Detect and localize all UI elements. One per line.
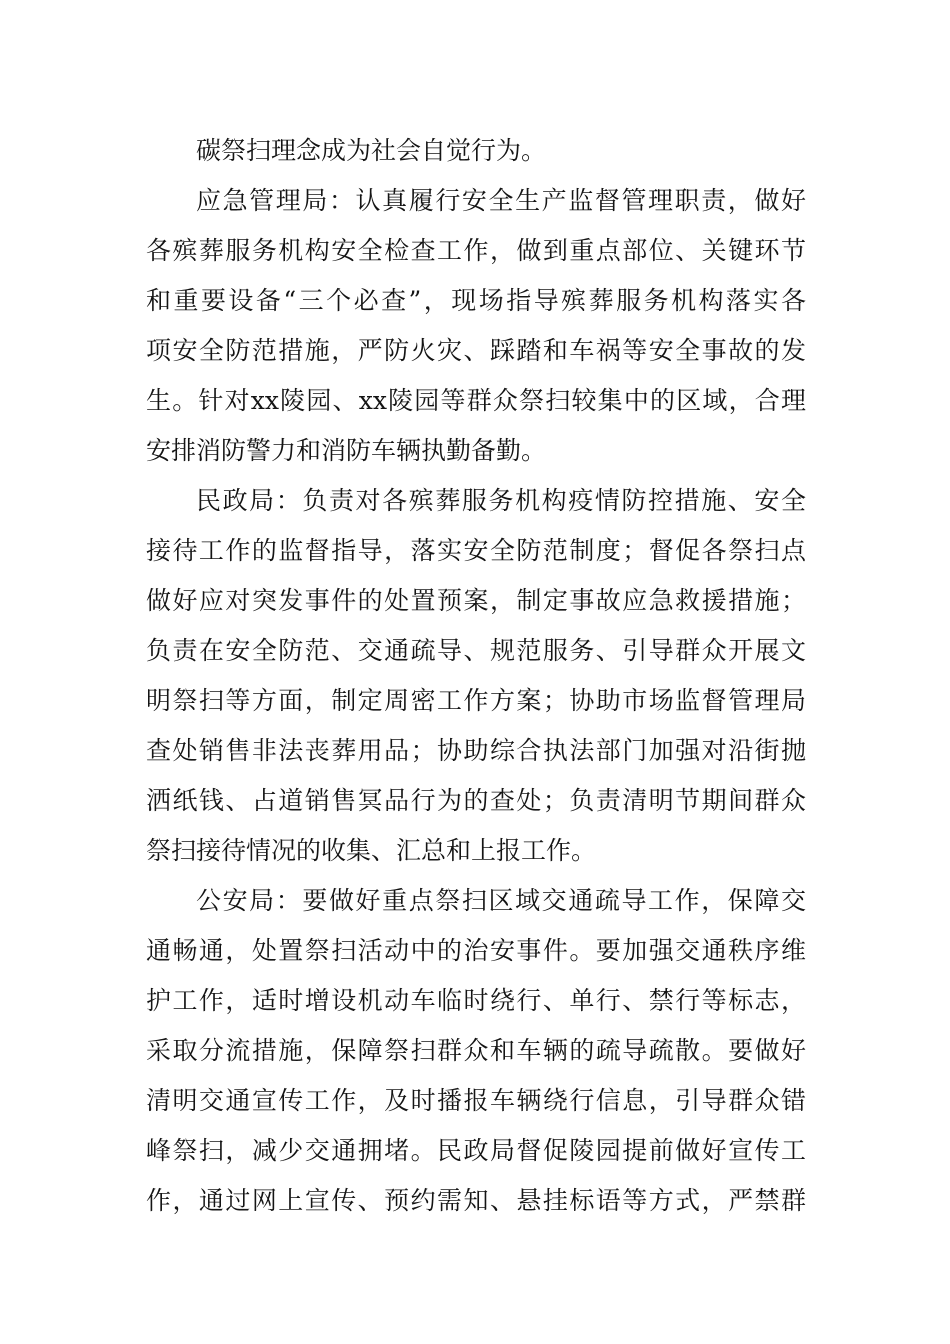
paragraph-line: 项安全防范措施，严防火灾、踩踏和车祸等安全事故的发 [146, 336, 806, 365]
paragraph-line: 作，通过网上宣传、预约需知、悬挂标语等方式，严禁群 [146, 1186, 806, 1215]
paragraph-line: 碳祭扫理念成为社会自觉行为。 [196, 136, 547, 165]
paragraph-line: 做好应对突发事件的处置预案，制定事故应急救援措施； [146, 586, 806, 615]
paragraph-line: 护工作，适时增设机动车临时绕行、单行、禁行等标志， [146, 986, 806, 1015]
paragraph-line: 应急管理局：认真履行安全生产监督管理职责，做好 [196, 186, 806, 215]
paragraph-line: 明祭扫等方面，制定周密工作方案；协助市场监督管理局 [146, 686, 806, 715]
paragraph-line: 洒纸钱、占道销售冥品行为的查处；负责清明节期间群众 [146, 786, 806, 815]
paragraph-line: 各殡葬服务机构安全检查工作，做到重点部位、关键环节 [146, 236, 806, 265]
paragraph-line: 和重要设备“三个必查”，现场指导殡葬服务机构落实各 [146, 286, 806, 315]
paragraph-line: 安排消防警力和消防车辆执勤备勤。 [146, 436, 547, 465]
paragraph-line: 祭扫接待情况的收集、汇总和上报工作。 [146, 836, 597, 865]
paragraph-line: 通畅通，处置祭扫活动中的治安事件。要加强交通秩序维 [146, 936, 806, 965]
paragraph-line: 民政局：负责对各殡葬服务机构疫情防控措施、安全 [196, 486, 806, 515]
paragraph-line: 公安局：要做好重点祭扫区域交通疏导工作，保障交 [196, 886, 806, 915]
paragraph-line: 查处销售非法丧葬用品；协助综合执法部门加强对沿街抛 [146, 736, 806, 765]
paragraph-line: 负责在安全防范、交通疏导、规范服务、引导群众开展文 [146, 636, 806, 665]
paragraph-line: 采取分流措施，保障祭扫群众和车辆的疏导疏散。要做好 [146, 1036, 806, 1065]
paragraph-line: 峰祭扫，减少交通拥堵。民政局督促陵园提前做好宣传工 [146, 1136, 806, 1165]
paragraph-line: 生。针对xx陵园、xx陵园等群众祭扫较集中的区域，合理 [146, 386, 806, 415]
paragraph-line: 接待工作的监督指导，落实安全防范制度；督促各祭扫点 [146, 536, 806, 565]
paragraph-line: 清明交通宣传工作，及时播报车辆绕行信息，引导群众错 [146, 1086, 806, 1115]
